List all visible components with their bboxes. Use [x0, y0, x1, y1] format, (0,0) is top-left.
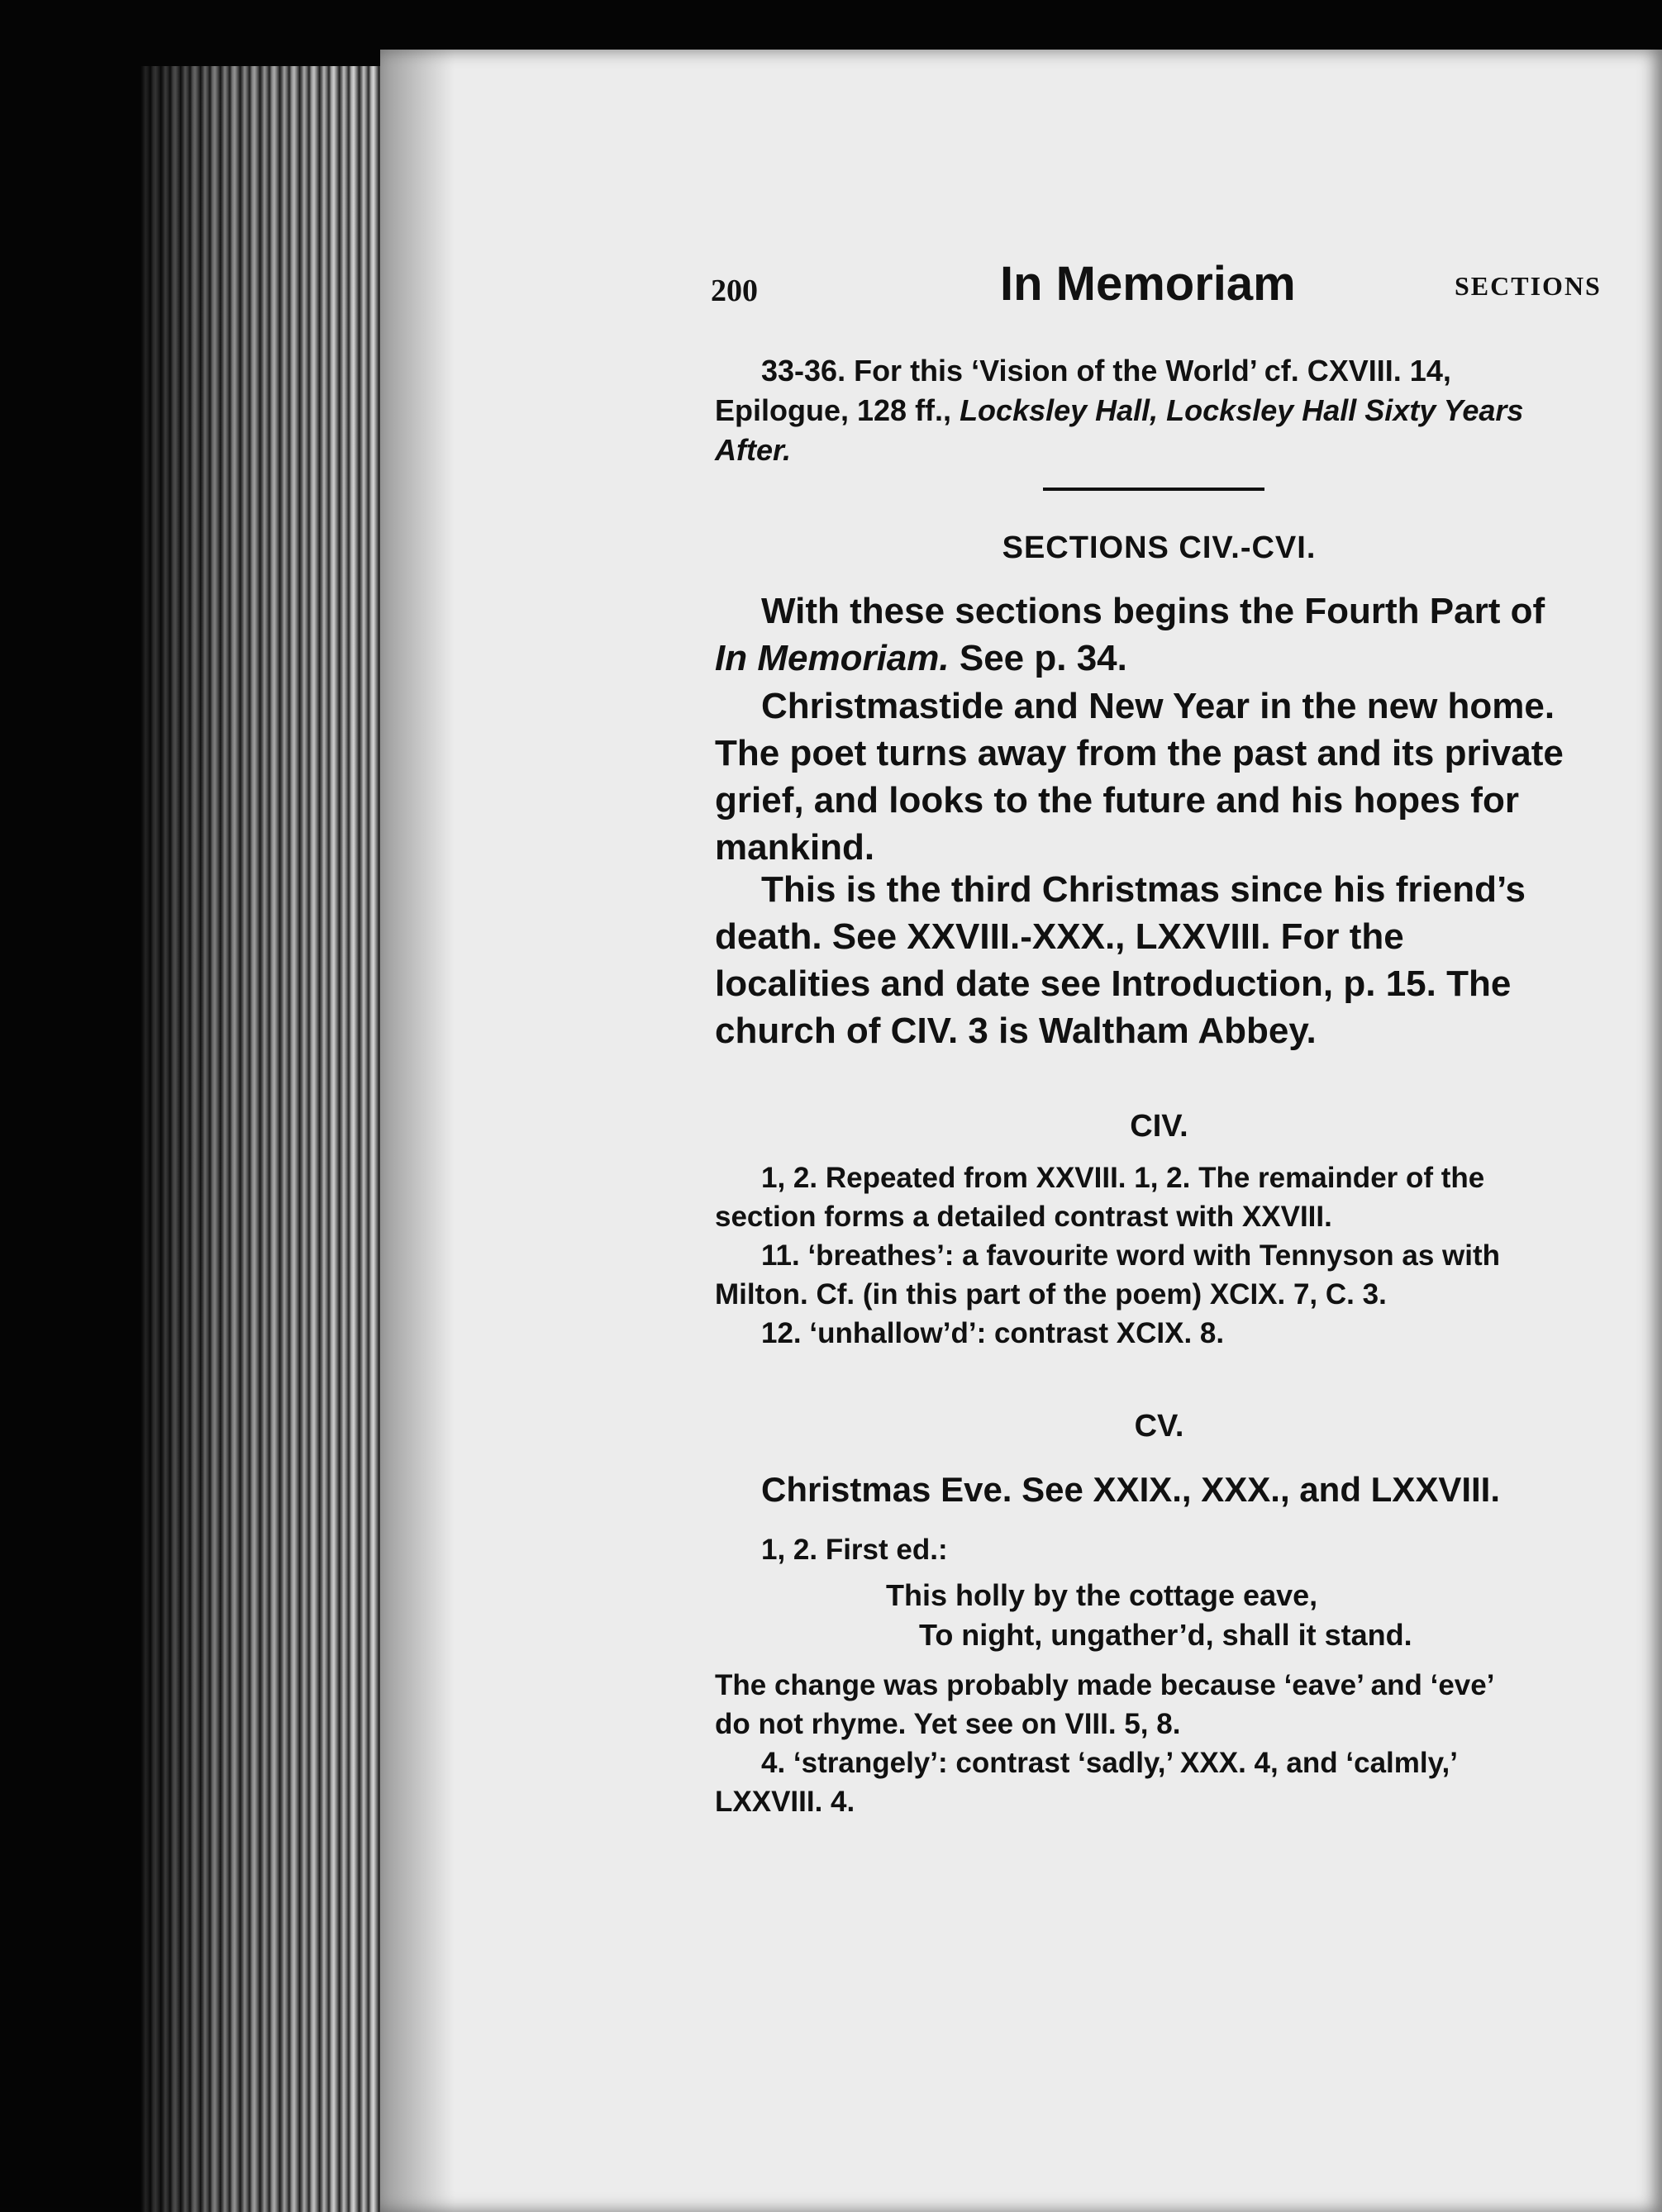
note-33-36	[715, 351, 1603, 470]
civ-heading: CIV.	[1130, 1109, 1188, 1144]
page-number: 200	[711, 274, 758, 308]
running-title: In Memoriam	[1000, 257, 1296, 311]
cv-notes	[715, 1666, 1603, 1821]
intro-p1-page-ref: See p. 34.	[949, 638, 1127, 678]
intro-p1-line1: With these sections begins the Fourth Part of	[761, 591, 1545, 631]
note-33-36-line2-text: Epilogue, 128 ff.,	[715, 393, 960, 427]
intro-paragraph-2	[715, 683, 1603, 871]
note-33-36-line1: 33-36. For this ‘Vision of the World’ cf. CXVIII. 14,	[761, 354, 1451, 388]
cv-note1	[715, 1530, 1603, 1569]
civ-note2-line1: 11. ‘breathes’: a favourite word with Tennyson as with	[761, 1239, 1500, 1272]
intro-p1-work-title: In Memoriam.	[715, 638, 950, 678]
civ-note2-line2: Milton. Cf. (in this part of the poem) XCIX. 7, C. 3.	[715, 1278, 1387, 1311]
running-section-label: SECTIONS	[1455, 271, 1602, 301]
intro-p2-line4: mankind.	[715, 827, 875, 868]
intro-paragraph-1	[715, 587, 1603, 682]
section-divider-rule	[1043, 488, 1264, 491]
cv-note2-line1: The change was probably made because ‘eave’ and ‘eve’	[715, 1669, 1495, 1701]
cv-note3-line2: LXXVIII. 4.	[715, 1786, 855, 1818]
cv-note1-line: 1, 2. First ed.:	[761, 1534, 948, 1566]
intro-p2-line1: Christmastide and New Year in the new home.	[761, 686, 1555, 726]
cv-note2-line2: do not rhyme. Yet see on VIII. 5, 8.	[715, 1708, 1181, 1740]
intro-p3-line2: death. See XXVIII.-XXX., LXXVIII. For the	[715, 916, 1404, 957]
intro-p2-line2: The poet turns away from the past and its private	[715, 733, 1564, 773]
civ-note1-line1: 1, 2. Repeated from XXVIII. 1, 2. The remainder of the	[761, 1162, 1485, 1194]
intro-p3-line1: This is the third Christmas since his friend’s	[761, 869, 1526, 910]
civ-note3: 12. ‘unhallow’d’: contrast XCIX. 8.	[761, 1317, 1225, 1349]
cv-note3-line1: 4. ‘strangely’: contrast ‘sadly,’ XXX. 4, and ‘calmly,’	[761, 1747, 1458, 1779]
intro-p3-line4: church of CIV. 3 is Waltham Abbey.	[715, 1011, 1317, 1051]
page-gutter-shadow	[380, 50, 455, 2212]
cv-lead	[715, 1467, 1603, 1513]
cv-quote-line1: This holly by the cottage eave,	[886, 1578, 1318, 1612]
intro-p2-line3: grief, and looks to the future and his hopes for	[715, 780, 1519, 821]
civ-note1-line2: section forms a detailed contrast with XXVIII.	[715, 1201, 1332, 1233]
intro-p3-line3: localities and date see Introduction, p. 15. The	[715, 963, 1512, 1004]
intro-paragraph-3	[715, 866, 1603, 1054]
civ-notes	[715, 1158, 1603, 1353]
cv-lead-line: Christmas Eve. See XXIX., XXX., and LXXVIII.	[761, 1470, 1501, 1509]
note-33-36-line2	[715, 391, 1603, 431]
cv-heading: CV.	[1134, 1409, 1184, 1444]
sections-heading: SECTIONS CIV.-CVI.	[1002, 530, 1317, 565]
book-edge-shadow	[140, 66, 388, 2212]
intro-p1-line2	[715, 635, 1603, 682]
note-33-36-line2-titles: Locksley Hall, Locksley Hall Sixty Years	[960, 393, 1524, 427]
note-33-36-line3: After.	[715, 433, 792, 467]
cv-quote-line2: To night, ungather’d, shall it stand.	[919, 1618, 1412, 1652]
